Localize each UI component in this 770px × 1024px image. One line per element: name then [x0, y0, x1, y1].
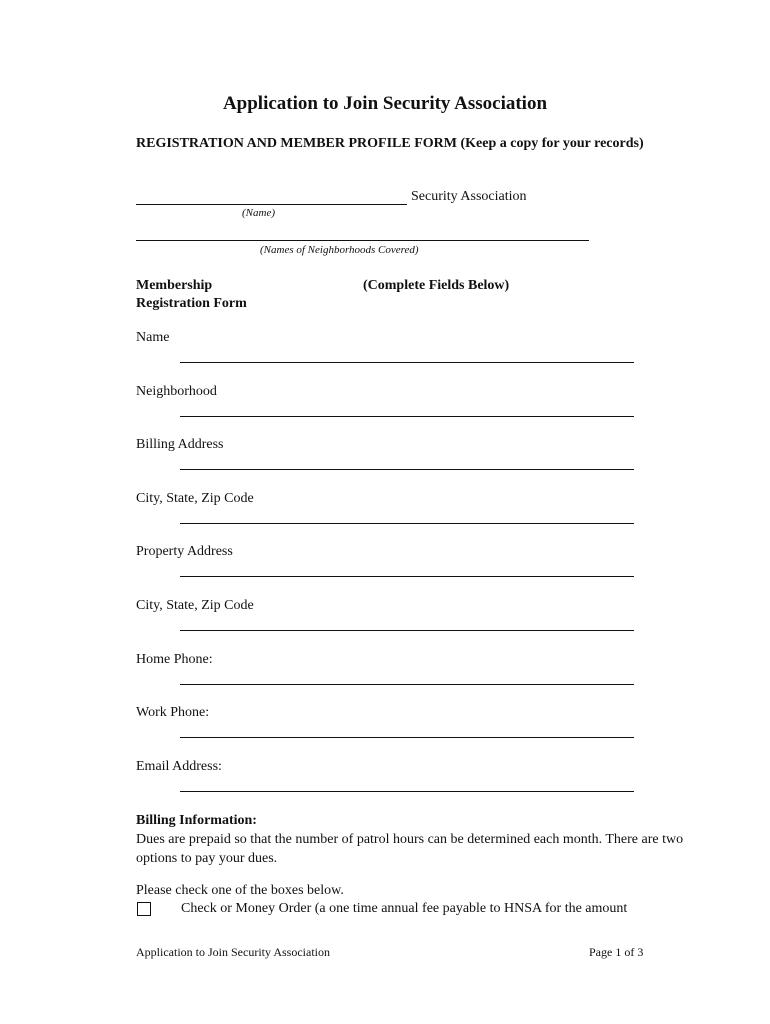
- association-name-line[interactable]: [136, 204, 407, 205]
- field-label-property-city-state-zip: City, State, Zip Code: [136, 598, 254, 613]
- field-label-billing-address: Billing Address: [136, 437, 224, 452]
- association-suffix: Security Association: [411, 189, 527, 204]
- field-label-property-address: Property Address: [136, 544, 233, 559]
- field-line-work-phone[interactable]: [180, 737, 634, 738]
- name-caption: (Name): [242, 207, 275, 219]
- field-label-email: Email Address:: [136, 759, 222, 774]
- check-money-order-checkbox[interactable]: [137, 902, 151, 916]
- field-line-property-city-state-zip[interactable]: [180, 630, 634, 631]
- field-line-home-phone[interactable]: [180, 684, 634, 685]
- footer-page-number: Page 1 of 3: [589, 945, 644, 959]
- check-money-order-label: Check or Money Order (a one time annual fee payable to HNSA for the amount: [181, 901, 628, 916]
- field-label-work-phone: Work Phone:: [136, 705, 210, 720]
- field-line-billing-address[interactable]: [180, 469, 634, 470]
- form-subtitle: REGISTRATION AND MEMBER PROFILE FORM (Keep a copy for your records): [136, 136, 644, 151]
- billing-heading: Billing Information:: [136, 813, 257, 828]
- field-label-neighborhood: Neighborhood: [136, 384, 217, 399]
- field-line-email[interactable]: [180, 791, 634, 792]
- field-line-property-address[interactable]: [180, 576, 634, 577]
- complete-fields-note: (Complete Fields Below): [363, 278, 510, 293]
- field-line-neighborhood[interactable]: [180, 416, 634, 417]
- billing-instruction: Please check one of the boxes below.: [136, 883, 344, 898]
- neighborhoods-caption: (Names of Neighborhoods Covered): [260, 244, 419, 256]
- billing-text: Dues are prepaid so that the number of patrol hours can be determined each month. There are two options to pay your dues.: [136, 832, 684, 866]
- footer-document-name: Application to Join Security Association: [136, 945, 330, 959]
- field-label-billing-city-state-zip: City, State, Zip Code: [136, 491, 254, 506]
- field-line-name[interactable]: [180, 362, 634, 363]
- document-title: Application to Join Security Association: [222, 93, 548, 114]
- field-label-home-phone: Home Phone:: [136, 652, 213, 667]
- membership-heading: Membership Registration Form: [136, 278, 247, 311]
- field-label-name: Name: [136, 330, 170, 345]
- field-line-billing-city-state-zip[interactable]: [180, 523, 634, 524]
- neighborhoods-line[interactable]: [136, 240, 589, 241]
